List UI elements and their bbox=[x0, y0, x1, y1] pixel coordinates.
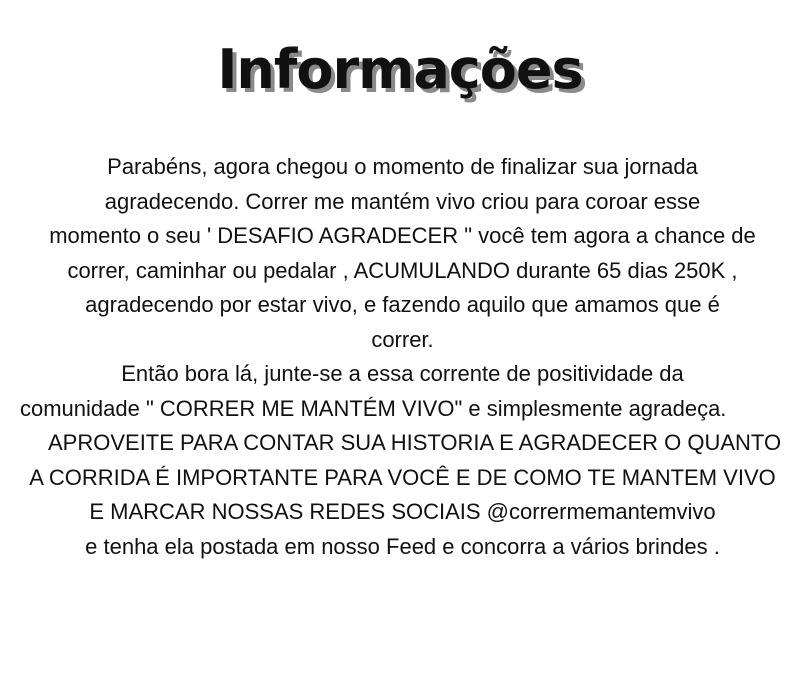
text-line: comunidade " CORRER ME MANTÉM VIVO" e simplesmente agradeça. bbox=[20, 395, 727, 421]
text-line: agradecendo. Correr me mantém vivo criou para coroar esse bbox=[104, 188, 701, 214]
text-line: Então bora lá, junte-se a essa corrente de positividade da bbox=[121, 361, 684, 386]
text-line: correr, caminhar ou pedalar , ACUMULANDO durante 65 dias 250K , bbox=[67, 257, 738, 283]
page-title: Informações bbox=[217, 38, 583, 101]
text-line: E MARCAR NOSSAS REDES SOCIAIS @corrermemantemvivo bbox=[89, 499, 716, 524]
text-line: correr. bbox=[371, 326, 434, 352]
text-line: agradecendo por estar vivo, e fazendo aquilo que amamos que é bbox=[85, 292, 720, 317]
info-text-block bbox=[20, 150, 785, 564]
text-line: e tenha ela postada em nosso Feed e concorra a vários brindes . bbox=[85, 533, 720, 559]
text-line: Parabéns, agora chegou o momento de finalizar sua jornada bbox=[107, 154, 698, 179]
text-line: momento o seu ' DESAFIO AGRADECER " você tem agora a chance de bbox=[49, 223, 756, 248]
text-line: APROVEITE PARA CONTAR SUA HISTORIA E AGRADECER O QUANTO bbox=[48, 430, 782, 455]
text-line: A CORRIDA É IMPORTANTE PARA VOCÊ E DE COMO TE MANTEM VIVO bbox=[29, 464, 776, 490]
